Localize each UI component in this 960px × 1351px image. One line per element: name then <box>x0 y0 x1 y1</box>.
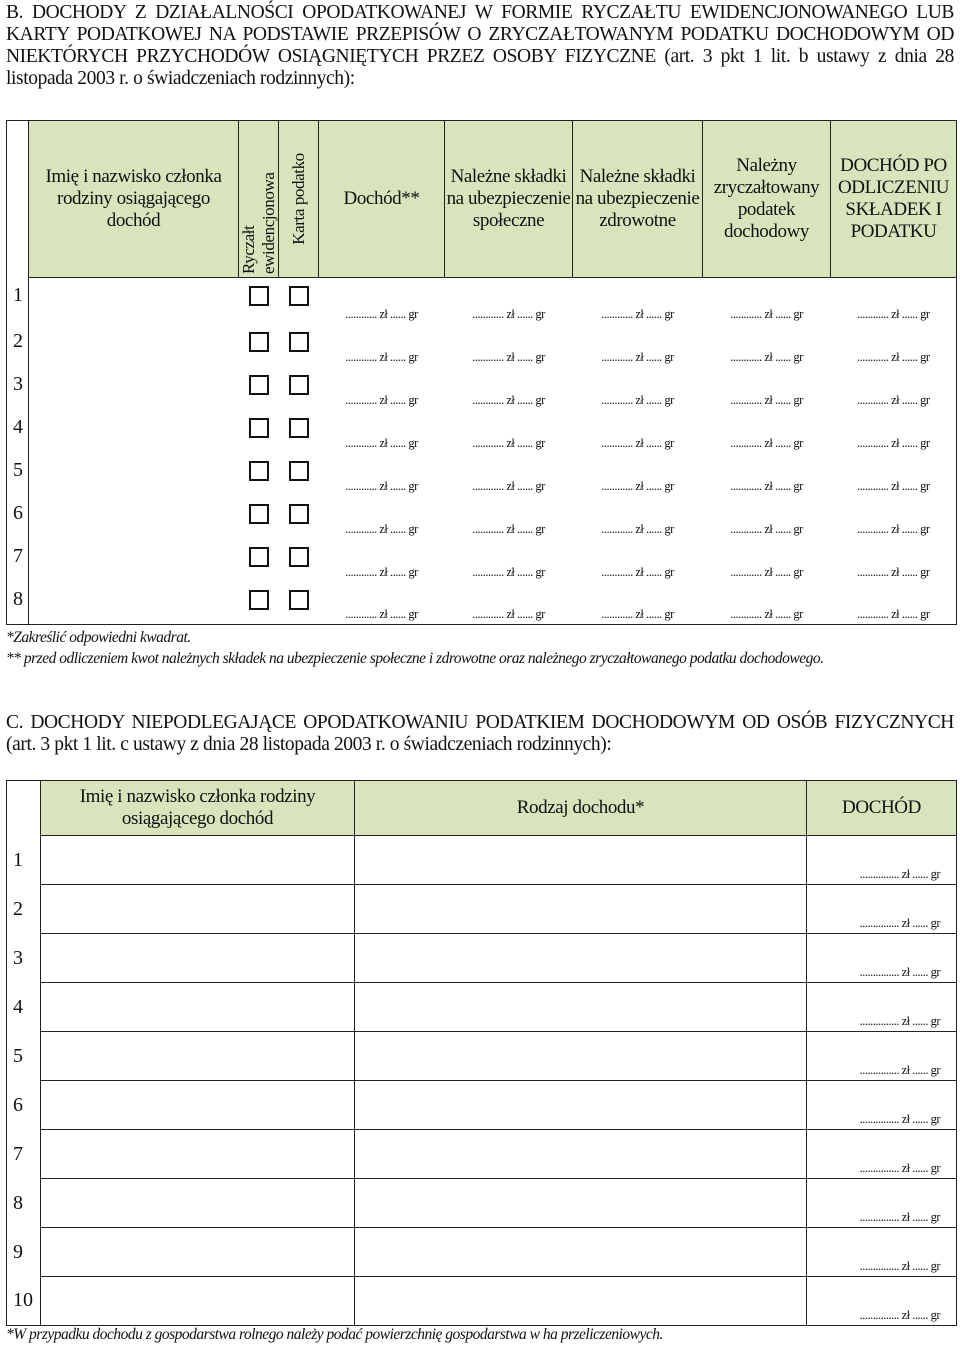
karta-checkbox[interactable] <box>289 375 309 395</box>
name-field[interactable] <box>41 1081 355 1130</box>
name-field[interactable] <box>41 836 355 885</box>
name-field[interactable] <box>41 983 355 1032</box>
rodzaj-field[interactable] <box>355 1081 807 1130</box>
table-b-row <box>7 496 957 539</box>
row-number: 8 <box>7 1179 41 1228</box>
table-c-row <box>7 1130 957 1179</box>
checkbox-cell <box>239 453 279 496</box>
checkbox-cell <box>279 367 319 410</box>
karta-checkbox[interactable] <box>289 332 309 352</box>
value-skladki-spoleczne[interactable]: ............ zł ...... gr <box>472 478 545 493</box>
name-field[interactable] <box>29 367 239 410</box>
row-number: 10 <box>7 1277 41 1326</box>
value-skladki-spoleczne[interactable]: ............ zł ...... gr <box>445 582 573 625</box>
karta-checkbox[interactable] <box>289 286 309 306</box>
header-podatek: Należny zryczałtowany podatek dochodowy <box>703 121 831 278</box>
table-b <box>6 120 957 625</box>
value-dochod[interactable]: ............... zł ...... gr <box>807 1228 957 1277</box>
row-number: 3 <box>7 934 41 983</box>
table-c-row <box>7 934 957 983</box>
value-podatek[interactable]: ............ zł ...... gr <box>730 521 803 536</box>
checkbox-cell <box>279 582 319 625</box>
name-field[interactable] <box>41 1179 355 1228</box>
value-dochod[interactable]: ............ zł ...... gr <box>345 521 418 536</box>
checkbox-cell <box>239 324 279 367</box>
row-number: 4 <box>7 983 41 1032</box>
table-c <box>6 780 957 1326</box>
value-skladki-spoleczne[interactable]: ............ zł ...... gr <box>472 392 545 407</box>
section-b-footnote-1: *Zakreślić odpowiedni kwadrat. <box>6 629 191 646</box>
header-c-name: Imię i nazwisko członka rodziny osiągającego dochód <box>41 781 355 836</box>
value-skladki-spoleczne[interactable]: ............ zł ...... gr <box>472 349 545 364</box>
header-po-odliczeniu: DOCHÓD PO ODLICZENIU SKŁADEK I PODATKU <box>831 121 957 278</box>
value-skladki-zdrowotne[interactable]: ............ zł ...... gr <box>601 306 674 321</box>
checkbox-cell <box>239 278 279 324</box>
name-field[interactable] <box>29 496 239 539</box>
ryczalt-checkbox[interactable] <box>249 590 269 610</box>
row-number: 6 <box>7 1081 41 1130</box>
table-c-row <box>7 1277 957 1326</box>
table-c-row <box>7 983 957 1032</box>
row-number: 5 <box>7 1032 41 1081</box>
karta-checkbox[interactable] <box>289 590 309 610</box>
rodzaj-field[interactable] <box>355 885 807 934</box>
row-number: 4 <box>7 410 29 453</box>
value-dochod[interactable]: ............... zł ...... gr <box>807 1130 957 1179</box>
table-b-row <box>7 278 957 324</box>
header-skladki-zdrowotne: Należne składki na ubezpieczenie zdrowotne <box>573 121 703 278</box>
value-dochod[interactable]: ............ zł ...... gr <box>345 306 418 321</box>
value-skladki-zdrowotne[interactable]: ............ zł ...... gr <box>601 349 674 364</box>
section-b-title: B. DOCHODY Z DZIAŁALNOŚCI OPODATKOWANEJ W FORMIE RYCZAŁTU EWIDENCJONOWANEGO LUB KARTY PODATKOWEJ NA PODSTAWIE PRZEPISÓW O ZRYCZAŁTOWANYM PODATKU DOCHODOWYM OD NIEKTÓRYCH PRZYCHODÓW OSIĄGNIĘTYCH PRZEZ OSOBY FIZYCZNE (art. 3 pkt 1 lit. b ustawy z dnia 28 listopada 2003 r. o świadczeniach rodzinnych): <box>6 2 954 89</box>
rodzaj-field[interactable] <box>355 983 807 1032</box>
header-ryczalt: Ryczałt ewidencjonowa <box>239 121 279 278</box>
rodzaj-field[interactable] <box>355 1130 807 1179</box>
value-skladki-spoleczne[interactable]: ............ zł ...... gr <box>472 435 545 450</box>
table-c-row <box>7 1179 957 1228</box>
row-number: 1 <box>7 278 29 324</box>
value-podatek[interactable]: ............ zł ...... gr <box>730 306 803 321</box>
value-po-odliczeniu[interactable]: ............ zł ...... gr <box>831 582 957 625</box>
karta-checkbox[interactable] <box>289 504 309 524</box>
value-dochod[interactable]: ............... zł ...... gr <box>807 836 957 885</box>
value-skladki-spoleczne[interactable]: ............ zł ...... gr <box>472 306 545 321</box>
name-field[interactable] <box>41 1130 355 1179</box>
value-dochod[interactable]: ............ zł ...... gr <box>345 478 418 493</box>
value-dochod[interactable]: ............ zł ...... gr <box>345 435 418 450</box>
header-name: Imię i nazwisko członka rodziny osiągającego dochód <box>29 121 239 278</box>
value-dochod[interactable]: ............... zł ...... gr <box>807 1179 957 1228</box>
karta-checkbox[interactable] <box>289 547 309 567</box>
value-po-odliczeniu[interactable]: ............ zł ...... gr <box>831 539 957 582</box>
header-c-dochod: DOCHÓD <box>807 781 957 836</box>
rodzaj-field[interactable] <box>355 1228 807 1277</box>
name-field[interactable] <box>29 453 239 496</box>
checkbox-cell <box>239 410 279 453</box>
value-podatek[interactable]: ............ zł ...... gr <box>730 435 803 450</box>
table-b-row <box>7 582 957 625</box>
value-po-odliczeniu[interactable]: ............ zł ...... gr <box>831 410 957 453</box>
value-podatek[interactable]: ............ zł ...... gr <box>730 478 803 493</box>
value-dochod[interactable]: ............ zł ...... gr <box>319 582 445 625</box>
value-po-odliczeniu[interactable]: ............ zł ...... gr <box>831 453 957 496</box>
row-number: 2 <box>7 324 29 367</box>
name-field[interactable] <box>29 582 239 625</box>
table-b-row <box>7 367 957 410</box>
header-dochod: Dochód** <box>319 121 445 278</box>
value-podatek[interactable]: ............ zł ...... gr <box>730 392 803 407</box>
checkbox-cell <box>279 278 319 324</box>
value-skladki-zdrowotne[interactable]: ............ zł ...... gr <box>601 435 674 450</box>
header-karta: Karta podatko <box>279 121 319 278</box>
rodzaj-field[interactable] <box>355 1032 807 1081</box>
value-podatek[interactable]: ............ zł ...... gr <box>730 349 803 364</box>
ryczalt-checkbox[interactable] <box>249 504 269 524</box>
row-number: 6 <box>7 496 29 539</box>
ryczalt-checkbox[interactable] <box>249 332 269 352</box>
name-field[interactable] <box>29 324 239 367</box>
name-field[interactable] <box>41 1032 355 1081</box>
karta-checkbox[interactable] <box>289 461 309 481</box>
table-c-row <box>7 885 957 934</box>
checkbox-cell <box>279 496 319 539</box>
value-skladki-spoleczne[interactable]: ............ zł ...... gr <box>472 521 545 536</box>
value-po-odliczeniu[interactable]: ............ zł ...... gr <box>831 367 957 410</box>
header-skladki-spoleczne: Należne składki na ubezpieczenie społeczne <box>445 121 573 278</box>
row-number: 1 <box>7 836 41 885</box>
rodzaj-field[interactable] <box>355 1277 807 1326</box>
table-b-row <box>7 453 957 496</box>
value-dochod[interactable]: ............... zł ...... gr <box>807 885 957 934</box>
table-c-row <box>7 1032 957 1081</box>
name-field[interactable] <box>41 885 355 934</box>
value-skladki-zdrowotne[interactable]: ............ zł ...... gr <box>601 521 674 536</box>
ryczalt-checkbox[interactable] <box>249 286 269 306</box>
name-field[interactable] <box>41 934 355 983</box>
checkbox-cell <box>279 453 319 496</box>
name-field[interactable] <box>29 410 239 453</box>
checkbox-cell <box>239 582 279 625</box>
value-dochod[interactable]: ............ zł ...... gr <box>345 392 418 407</box>
table-b-row <box>7 410 957 453</box>
table-b-row <box>7 324 957 367</box>
name-field[interactable] <box>41 1277 355 1326</box>
value-dochod[interactable]: ............... zł ...... gr <box>807 1081 957 1130</box>
rodzaj-field[interactable] <box>355 836 807 885</box>
section-b-footnote-2: ** przed odliczeniem kwot należnych składek na ubezpieczenie społeczne i zdrowotne oraz należnego zryczałtowanego podatku dochodowego. <box>6 650 824 667</box>
value-skladki-zdrowotne[interactable]: ............ zł ...... gr <box>601 564 674 579</box>
karta-checkbox[interactable] <box>289 418 309 438</box>
name-field[interactable] <box>29 278 239 324</box>
value-skladki-spoleczne[interactable]: ............ zł ...... gr <box>472 564 545 579</box>
value-podatek[interactable]: ............ zł ...... gr <box>703 582 831 625</box>
ryczalt-checkbox[interactable] <box>249 418 269 438</box>
value-podatek[interactable]: ............ zł ...... gr <box>730 564 803 579</box>
table-c-row <box>7 836 957 885</box>
row-number: 8 <box>7 582 29 625</box>
checkbox-cell <box>279 324 319 367</box>
checkbox-cell <box>239 539 279 582</box>
checkbox-cell <box>279 410 319 453</box>
value-dochod[interactable]: ............ zł ...... gr <box>345 349 418 364</box>
row-number: 7 <box>7 539 29 582</box>
rodzaj-field[interactable] <box>355 1179 807 1228</box>
name-field[interactable] <box>29 539 239 582</box>
value-skladki-zdrowotne[interactable]: ............ zł ...... gr <box>601 392 674 407</box>
checkbox-cell <box>279 539 319 582</box>
value-skladki-zdrowotne[interactable]: ............ zł ...... gr <box>573 582 703 625</box>
ryczalt-checkbox[interactable] <box>249 461 269 481</box>
value-dochod[interactable]: ............ zł ...... gr <box>345 564 418 579</box>
value-dochod[interactable]: ............... zł ...... gr <box>807 1277 957 1326</box>
value-po-odliczeniu[interactable]: ............ zł ...... gr <box>831 278 957 324</box>
row-number: 7 <box>7 1130 41 1179</box>
ryczalt-checkbox[interactable] <box>249 375 269 395</box>
value-dochod[interactable]: ............... zł ...... gr <box>807 983 957 1032</box>
name-field[interactable] <box>41 1228 355 1277</box>
header-c-rodzaj: Rodzaj dochodu* <box>355 781 807 836</box>
row-number: 2 <box>7 885 41 934</box>
row-number: 5 <box>7 453 29 496</box>
value-po-odliczeniu[interactable]: ............ zł ...... gr <box>831 496 957 539</box>
table-c-row <box>7 1228 957 1277</box>
checkbox-cell <box>239 496 279 539</box>
rodzaj-field[interactable] <box>355 934 807 983</box>
table-c-row <box>7 1081 957 1130</box>
value-po-odliczeniu[interactable]: ............ zł ...... gr <box>831 324 957 367</box>
value-dochod[interactable]: ............... zł ...... gr <box>807 934 957 983</box>
value-skladki-zdrowotne[interactable]: ............ zł ...... gr <box>601 478 674 493</box>
row-number: 3 <box>7 367 29 410</box>
ryczalt-checkbox[interactable] <box>249 547 269 567</box>
value-dochod[interactable]: ............... zł ...... gr <box>807 1032 957 1081</box>
section-c-footnote: *W przypadku dochodu z gospodarstwa rolnego należy podać powierzchnię gospodarstwa w ha przeliczeniowych. <box>6 1326 663 1343</box>
table-b-row <box>7 539 957 582</box>
checkbox-cell <box>239 367 279 410</box>
row-number: 9 <box>7 1228 41 1277</box>
section-c-title: C. DOCHODY NIEPODLEGAJĄCE OPODATKOWANIU PODATKIEM DOCHODOWYM OD OSÓB FIZYCZNYCH (art. 3 pkt 1 lit. c ustawy z dnia 28 listopada 2003 r. o świadczeniach rodzinnych): <box>6 712 954 755</box>
